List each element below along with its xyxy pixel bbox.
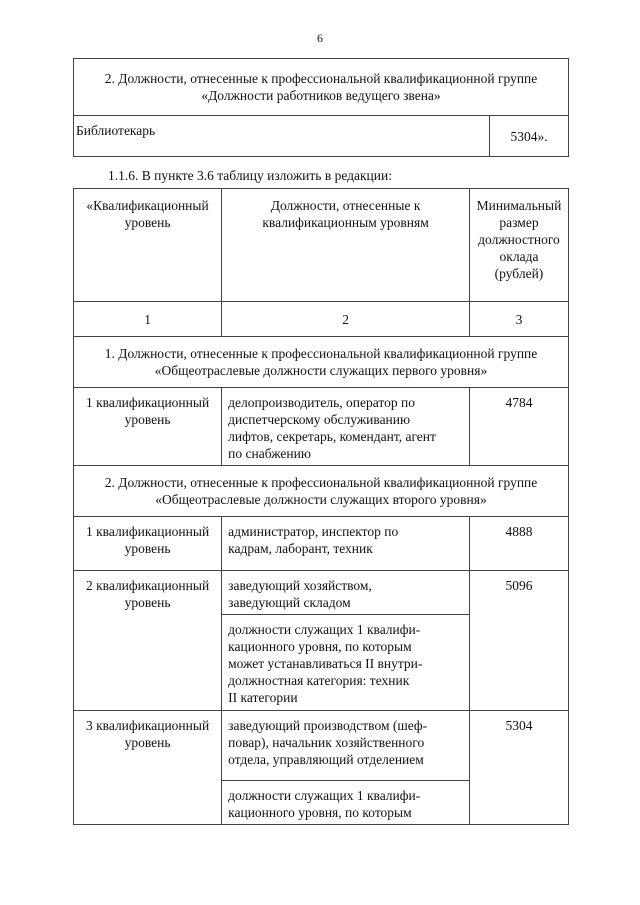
positions-cell	[222, 711, 470, 781]
table-row	[74, 517, 569, 571]
header-positions-line: Должности, отнесенные к	[270, 198, 421, 213]
table-row	[74, 571, 569, 615]
header-row	[74, 189, 569, 302]
group-row	[74, 466, 569, 517]
group-row	[74, 337, 569, 388]
level-line: 1 квалификационный	[85, 524, 210, 539]
level-line: уровень	[124, 412, 171, 427]
group-title	[74, 466, 569, 517]
position-line: может устанавливаться II внутри-	[228, 656, 423, 671]
level-cell	[74, 517, 222, 571]
position-line: отдела, управляющий отделением	[228, 752, 424, 767]
position-line: должности служащих 1 квалифи-	[228, 622, 421, 637]
position-line: лифтов, секретарь, комендант, агент	[228, 429, 436, 444]
positions-cell	[222, 781, 470, 825]
level-line: уровень	[124, 735, 171, 750]
header-level-line: «Квалификационный	[86, 198, 209, 213]
group-title-line-2: «Должности работников ведущего звена»	[201, 88, 441, 103]
salary-cell: 4888	[469, 517, 568, 571]
header-salary-line: оклада	[499, 249, 539, 264]
positions-cell	[222, 571, 470, 615]
page-number: 6	[317, 31, 323, 45]
column-number: 2	[222, 302, 470, 337]
position-line: диспетчерскому обслуживанию	[228, 412, 411, 427]
level-line: 2 квалификационный	[85, 578, 210, 593]
position-line: по снабжению	[228, 446, 311, 461]
salary-cell: 5304	[469, 711, 568, 825]
header-salary-line: Минимальный	[476, 198, 562, 213]
salary-table	[73, 188, 569, 825]
position-line: кационного уровня, по которым	[228, 805, 412, 820]
position-line: повар), начальник хозяйственного	[228, 735, 425, 750]
header-salary-line: (рублей)	[494, 266, 544, 281]
group-title-cell	[74, 59, 569, 116]
group-title	[74, 337, 569, 388]
group-title-line: «Общеотраслевые должности служащих первого уровня»	[154, 363, 488, 378]
position-line: должностная категория: техник	[228, 673, 410, 688]
positions-cell	[222, 615, 470, 711]
header-salary-line: размер	[499, 215, 539, 230]
positions-cell	[222, 388, 470, 466]
position-cell: Библиотекарь	[74, 116, 490, 157]
position-line: должности служащих 1 квалифи-	[228, 788, 421, 803]
group-title-line: «Общеотраслевые должности служащих второго уровня»	[155, 492, 487, 507]
position-line: заведующий хозяйством,	[228, 578, 372, 593]
position-line: кационного уровня, по которым	[228, 639, 412, 654]
level-cell	[74, 711, 222, 825]
header-salary-line: должностного	[478, 232, 560, 247]
column-numbers-row	[74, 302, 569, 337]
salary-cell: 4784	[469, 388, 568, 466]
group-title-line: 2. Должности, отнесенные к профессиональной квалификационной группе	[104, 475, 538, 490]
positions-cell	[222, 517, 470, 571]
level-line: уровень	[124, 541, 171, 556]
level-line: 1 квалификационный	[85, 395, 210, 410]
salary-cell: 5304».	[490, 116, 569, 157]
position-line: администратор, инспектор по	[228, 524, 399, 539]
position-line: заведующий производством (шеф-	[228, 718, 428, 733]
column-number: 3	[469, 302, 568, 337]
level-line: уровень	[124, 595, 171, 610]
group-title-line: 1. Должности, отнесенные к профессиональной квалификационной группе	[104, 346, 538, 361]
level-cell	[74, 571, 222, 711]
table-row	[74, 388, 569, 466]
header-positions-line: квалификационным уровням	[262, 215, 429, 230]
header-level	[74, 189, 222, 302]
group-title-line-1: 2. Должности, отнесенные к профессиональной квалификационной группе	[104, 71, 538, 86]
position-line: делопроизводитель, оператор по	[228, 395, 415, 410]
level-cell	[74, 388, 222, 466]
position-line: II категории	[228, 690, 298, 705]
paragraph: 1.1.6. В пункте 3.6 таблицу изложить в редакции:	[108, 168, 392, 183]
previous-table	[73, 58, 569, 157]
header-positions	[222, 189, 470, 302]
column-number: 1	[74, 302, 222, 337]
position-line: заведующий складом	[228, 595, 351, 610]
salary-cell: 5096	[469, 571, 568, 711]
level-line: 3 квалификационный	[85, 718, 210, 733]
table-row	[74, 711, 569, 781]
position-line: кадрам, лаборант, техник	[228, 541, 373, 556]
header-level-line: уровень	[124, 215, 171, 230]
header-salary	[469, 189, 568, 302]
